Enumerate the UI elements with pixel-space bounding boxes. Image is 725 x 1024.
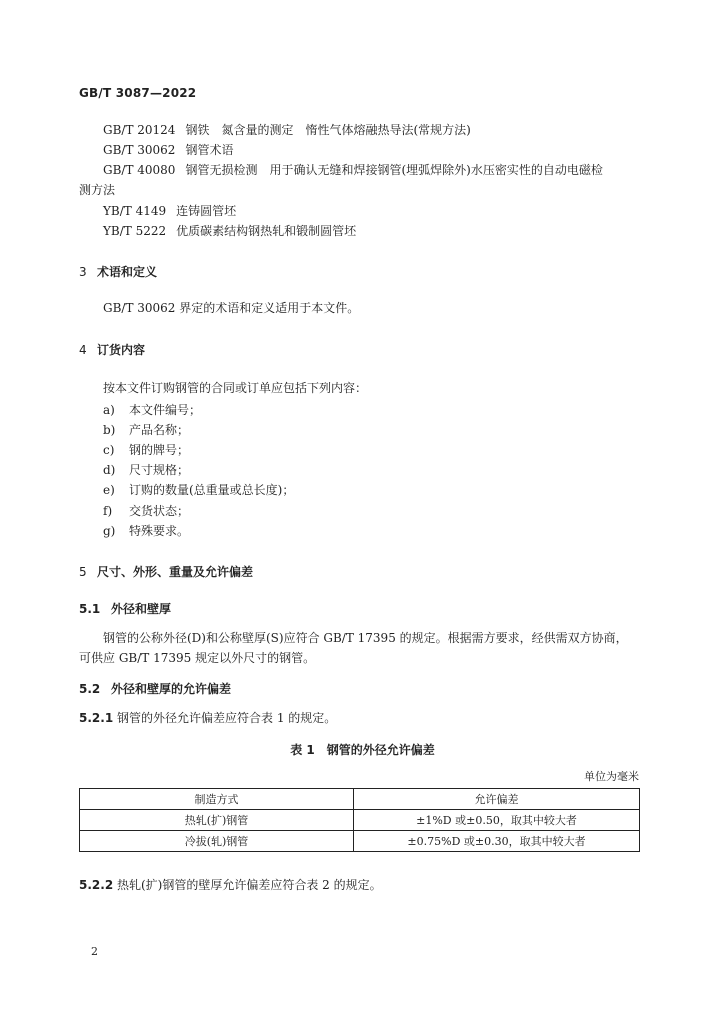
table-unit-note: 单位为毫米 (584, 770, 639, 783)
section-number: 5.2.2 (79, 878, 114, 892)
list-item (103, 461, 189, 478)
reference-code: GB/T 30062 (103, 143, 176, 157)
table-header-cell: 制造方式 (80, 789, 354, 810)
list-item (103, 441, 189, 458)
section-3-text: GB/T 30062 界定的术语和定义适用于本文件。 (103, 301, 360, 315)
list-marker: e) (103, 483, 115, 497)
list-marker: g) (103, 524, 116, 538)
list-marker: c) (103, 443, 115, 457)
reference-item (103, 161, 603, 178)
reference-code: YB/T 4149 (103, 204, 167, 218)
section-title: 术语和定义 (97, 265, 158, 279)
section-number: 5 (79, 565, 87, 579)
list-item (103, 481, 294, 498)
table-cell: 热轧(扩)钢管 (80, 810, 354, 831)
table-cell: ±0.75%D 或±0.30，取其中较大者 (354, 831, 640, 852)
reference-title: 优质碳素结构钢热轧和锻制圆管坯 (176, 224, 357, 238)
section-4-intro: 按本文件订购钢管的合同或订单应包括下列内容： (103, 381, 368, 395)
list-text: 特殊要求。 (129, 524, 190, 538)
section-title: 尺寸、外形、重量及允许偏差 (97, 565, 254, 579)
list-text: 本文件编号； (129, 403, 202, 417)
section-5-heading (79, 563, 253, 580)
list-marker: f) (103, 504, 113, 518)
table-caption: 表 1 钢管的外径允许偏差 (290, 743, 435, 757)
list-text: 钢的牌号； (129, 443, 190, 457)
table-row (80, 831, 640, 852)
section-text: 热轧(扩)钢管的壁厚允许偏差应符合表 2 的规定。 (117, 878, 382, 892)
reference-item (103, 222, 356, 239)
table-cell: ±1%D 或±0.50，取其中较大者 (354, 810, 640, 831)
reference-code: YB/T 5222 (103, 224, 167, 238)
section-5-2-2 (79, 876, 382, 893)
reference-title: 连铸圆管坯 (176, 204, 237, 218)
page-number: 2 (91, 945, 98, 958)
doc-id-header: GB/T 3087—2022 (79, 86, 197, 100)
section-title: 外径和壁厚 (111, 602, 172, 616)
reference-item (103, 141, 233, 158)
list-text: 订购的数量(总重量或总长度)； (129, 483, 295, 497)
reference-code: GB/T 20124 (103, 123, 176, 137)
list-text: 产品名称； (129, 423, 190, 437)
section-5-1-heading (79, 600, 171, 617)
section-4-heading (79, 341, 145, 358)
section-5-2-heading (79, 680, 231, 697)
reference-item (103, 202, 236, 219)
table-cell: 冷拔(轧)钢管 (80, 831, 354, 852)
list-text: 交货状态； (129, 504, 190, 518)
list-item (103, 522, 189, 539)
list-item (103, 502, 189, 519)
section-number: 3 (79, 265, 87, 279)
table-row (80, 810, 640, 831)
section-title: 订货内容 (97, 343, 146, 357)
section-number: 5.2.1 (79, 711, 114, 725)
list-item (103, 401, 201, 418)
tolerance-table (79, 788, 640, 852)
section-number: 5.1 (79, 602, 101, 616)
section-title: 外径和壁厚的允许偏差 (111, 682, 232, 696)
section-5-1-text: 钢管的公称外径(D)和公称壁厚(S)应符合 GB/T 17395 的规定。根据需方要求，经供需双方协商，可供应 GB/T 17395 规定以外尺寸的钢管。 (79, 631, 628, 665)
table-header-cell: 允许偏差 (354, 789, 640, 810)
reference-title: 钢管无损检测 用于确认无缝和焊接钢管(埋弧焊除外)水压密实性的自动电磁检 (185, 163, 603, 177)
reference-title: 钢管术语 (185, 143, 234, 157)
reference-title: 钢铁 氮含量的测定 惰性气体熔融热导法(常规方法) (185, 123, 471, 137)
list-marker: d) (103, 463, 116, 477)
section-number: 4 (79, 343, 87, 357)
list-marker: a) (103, 403, 115, 417)
reference-continuation: 测方法 (79, 183, 116, 197)
section-5-2-1 (79, 709, 336, 726)
table-header-row (80, 789, 640, 810)
section-3-heading (79, 263, 157, 280)
reference-code: GB/T 40080 (103, 163, 176, 177)
list-item (103, 421, 189, 438)
list-marker: b) (103, 423, 116, 437)
list-text: 尺寸规格； (129, 463, 190, 477)
section-text: 钢管的外径允许偏差应符合表 1 的规定。 (117, 711, 337, 725)
section-number: 5.2 (79, 682, 101, 696)
reference-item (103, 121, 471, 138)
